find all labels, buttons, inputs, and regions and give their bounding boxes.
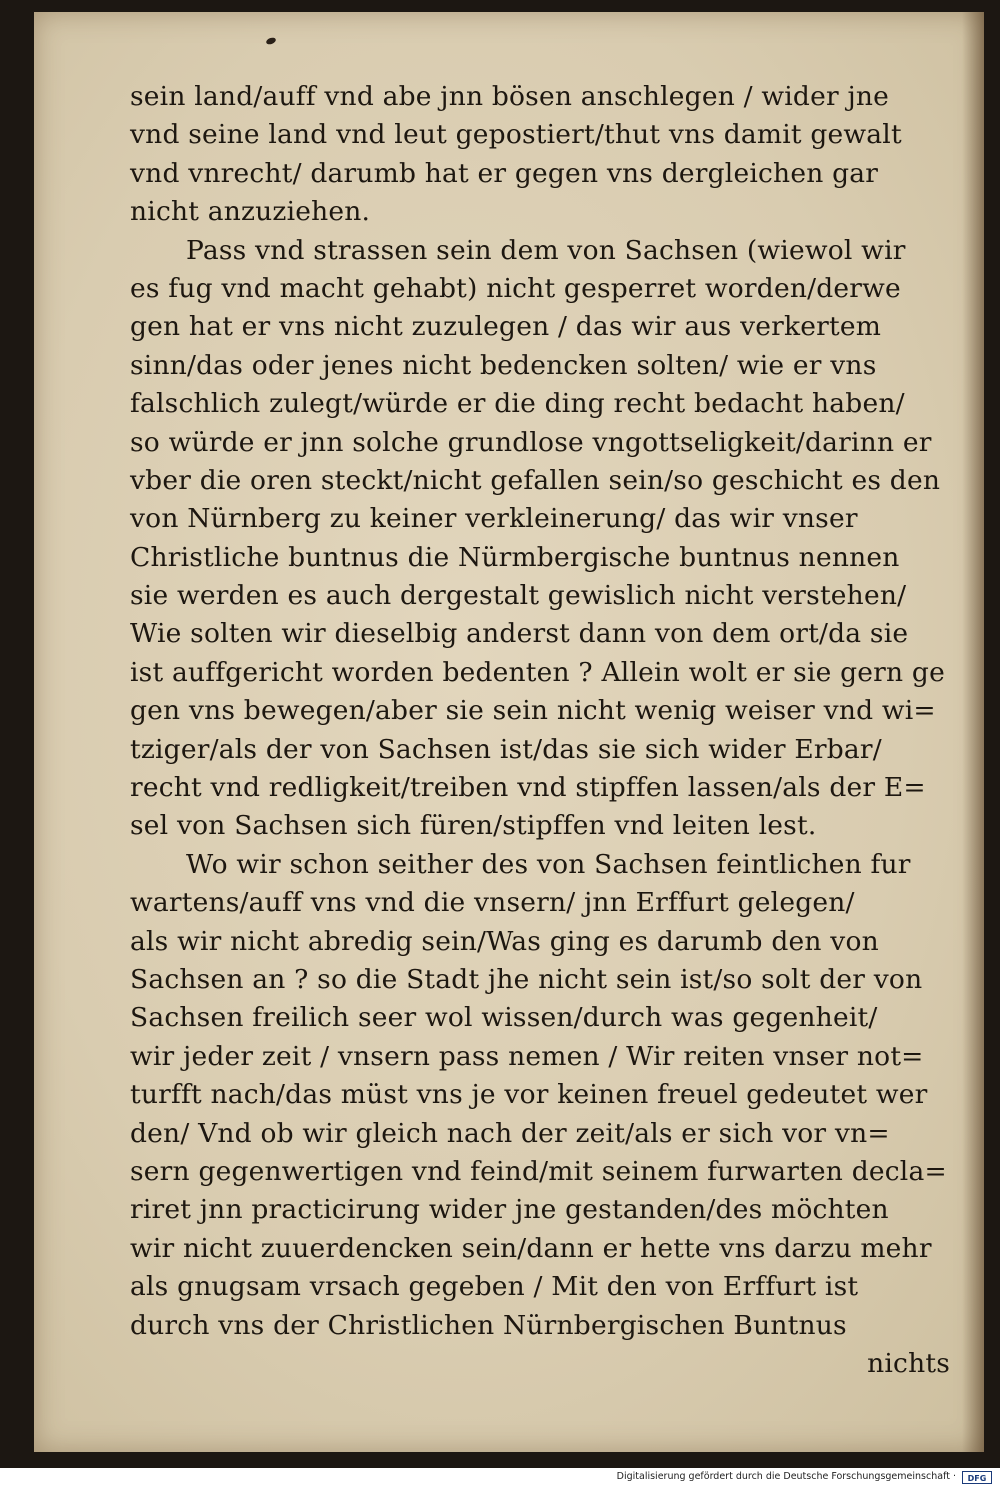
text-line: als gnugsam vrsach gegeben / Mit den von Erffurt ist <box>130 1271 859 1303</box>
text-line: wir nicht zuuerdencken sein/dann er hette vns darzu mehr <box>130 1232 932 1264</box>
text-line: den/ Vnd ob wir gleich nach der zeit/als er sich vor vn= <box>130 1117 890 1149</box>
text-line: als wir nicht abredig sein/Was ging es darumb den von <box>130 925 879 957</box>
text-line: riret jnn practicirung wider jne gestanden/des möchten <box>130 1194 889 1226</box>
text-line: turfft nach/das müst vns je vor keinen freuel gedeutet wer <box>130 1079 928 1111</box>
text-line: sel von Sachsen sich füren/stipffen vnd leiten lest. <box>130 810 817 842</box>
text-line: sinn/das oder jenes nicht bedencken solten/ wie er vns <box>130 349 877 381</box>
text-line: durch vns der Christlichen Nürnbergischen Buntnus <box>130 1309 847 1341</box>
page-edge-shadow <box>962 12 984 1452</box>
text-line: wir jeder zeit / vnsern pass nemen / Wir reiten vnser not= <box>130 1040 924 1072</box>
text-line: von Nürnberg zu keiner verkleinerung/ das wir vnser <box>130 503 858 535</box>
text-line: recht vnd redligkeit/treiben vnd stipffen lassen/als der E= <box>130 772 926 804</box>
text-line: nicht anzuziehen. <box>130 196 371 228</box>
funding-credit: Digitalisierung gefördert durch die Deutsche Forschungsgemeinschaft · <box>616 1471 956 1482</box>
dfg-logo: DFG <box>962 1471 992 1484</box>
text-line: sie werden es auch dergestalt gewislich nicht verstehen/ <box>130 580 907 612</box>
text-line: gen vns bewegen/aber sie sein nicht wenig weiser vnd wi= <box>130 695 936 727</box>
ink-mark <box>265 36 276 45</box>
text-line: vnd vnrecht/ darumb hat er gegen vns dergleichen gar <box>130 157 879 189</box>
paragraph-start-line: Wo wir schon seither des von Sachsen feintlichen fur <box>186 848 911 880</box>
text-line: so würde er jnn solche grundlose vngottseligkeit/darinn er <box>130 426 932 458</box>
paragraph-start-line: Pass vnd strassen sein dem von Sachsen (wiewol wir <box>186 234 906 266</box>
text-line: vber die oren steckt/nicht gefallen sein/so geschicht es den <box>130 464 941 496</box>
text-line: ist auffgericht worden bedenten ? Allein wolt er sie gern ge <box>130 656 945 688</box>
text-line: Sachsen an ? so die Stadt jhe nicht sein ist/so solt der von <box>130 963 923 995</box>
page-text <box>130 78 960 1383</box>
text-line: vnd seine land vnd leut gepostiert/thut vns damit gewalt <box>130 119 902 151</box>
text-line: es fug vnd macht gehabt) nicht gesperret worden/derwe <box>130 272 901 304</box>
text-line: tziger/als der von Sachsen ist/das sie sich wider Erbar/ <box>130 733 882 765</box>
text-line: sern gegenwertigen vnd feind/mit seinem furwarten decla= <box>130 1155 947 1187</box>
book-page <box>34 12 984 1452</box>
text-line: Sachsen freilich seer wol wissen/durch was gegenheit/ <box>130 1002 878 1034</box>
text-line: sein land/auff vnd abe jnn bösen anschlegen / wider jne <box>130 81 890 112</box>
text-line: Wie solten wir dieselbig anderst dann von dem ort/da sie <box>130 618 909 650</box>
text-line: wartens/auff vns vnd die vnsern/ jnn Erffurt gelegen/ <box>130 887 855 919</box>
text-line: Christliche buntnus die Nürmbergische buntnus nennen <box>130 541 900 573</box>
footer-bar <box>0 1468 1000 1487</box>
text-line: gen hat er vns nicht zuzulegen / das wir aus verkertem <box>130 311 882 343</box>
text-line: falschlich zulegt/würde er die ding recht bedacht haben/ <box>130 388 905 420</box>
catchword: nichts <box>867 1347 950 1379</box>
